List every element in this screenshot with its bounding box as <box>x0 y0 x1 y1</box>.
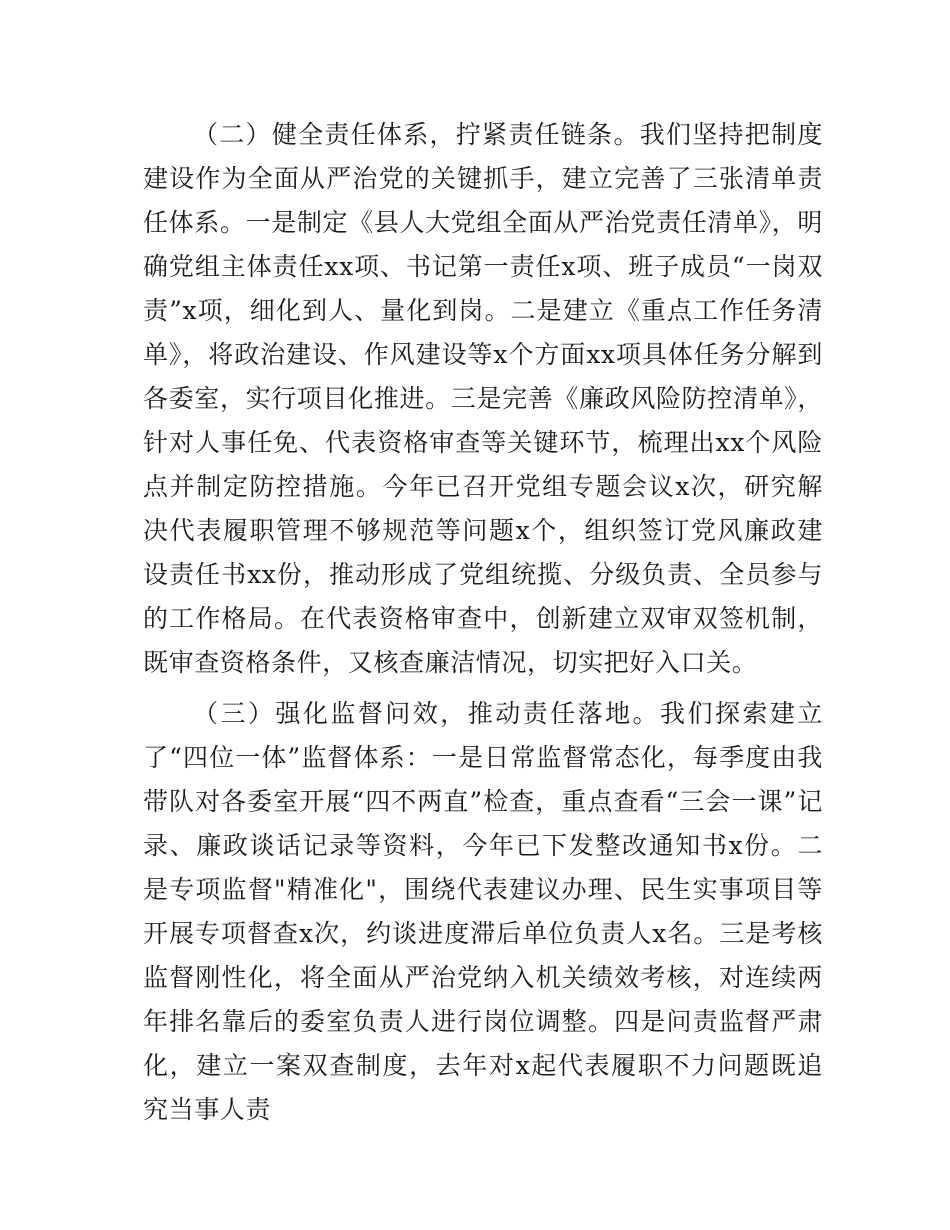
document-body <box>143 113 823 1132</box>
paragraph-supervision-accountability: （三）强化监督问效，推动责任落地。我们探索建立了“四位一体”监督体系：一是日常监督常态化，每季度由我带队对各委室开展“四不两直”检查，重点查看“三会一课”记录、廉政谈话记录等资料，今年已下发整改通知书x份。二是专项监督"精准化"，围绕代表建议办理、民生实事项目等开展专项督查x次，约谈进度滞后单位负责人x名。三是考核监督刚性化，将全面从严治党纳入机关绩效考核，对连续两年排名靠后的委室负责人进行岗位调整。四是问责监督严肃化，建立一案双查制度，去年对x起代表履职不力问题既追究当事人责 <box>143 699 823 1124</box>
paragraph-responsibility-system: （二）健全责任体系，拧紧责任链条。我们坚持把制度建设作为全面从严治党的关键抓手，建立完善了三张清单责任体系。一是制定《县人大党组全面从严治党责任清单》，明确党组主体责任xx项、书记第一责任x项、班子成员“一岗双责”x项，细化到人、量化到岗。二是建立《重点工作任务清单》，将政治建设、作风建设等x个方面xx项具体任务分解到各委室，实行项目化推进。三是完善《廉政风险防控清单》，针对人事任免、代表资格审查等关键环节，梳理出xx个风险点并制定防控措施。今年已召开党组专题会议x次，研究解决代表履职管理不够规范等问题x个，组织签订党风廉政建设责任书xx份，推动形成了党组统揽、分级负责、全员参与的工作格局。在代表资格审查中，创新建立双审双签机制，既审查资格条件，又核查廉洁情况，切实把好入口关。 <box>143 120 823 677</box>
